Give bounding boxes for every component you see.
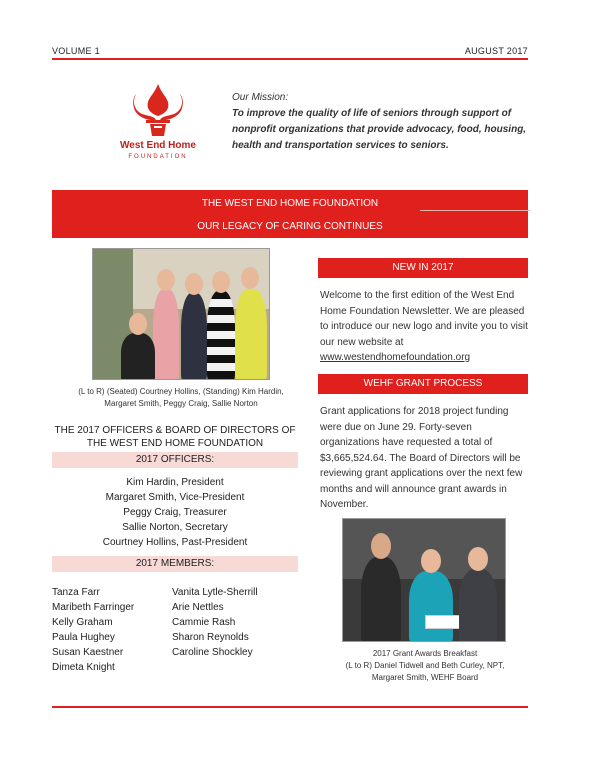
new-in-heading: NEW IN 2017 [318,258,528,278]
officers-heading: THE 2017 OFFICERS & BOARD OF DIRECTORS OF THE WEST END HOME FOUNDATION [54,425,296,449]
grant-breakfast-photo [342,518,506,642]
member-item: Kelly Graham [52,617,113,628]
grant-text: Grant applications for 2018 project funding were due on June 29. Forty-seven organizations have requested a total of $3,665,524.64. The Board of Directors will be reviewing grant applications over the next few months and will announce grant awards in November. [320,406,523,510]
member-item: Susan Kaestner [52,647,124,658]
new-in-body [320,288,530,366]
website-link[interactable]: www.westendhomefoundation.org [320,352,471,363]
officer-item: Courtney Hollins, Past-President [102,537,248,548]
member-item: Caroline Shockley [172,647,253,658]
member-item: Maribeth Farringer [52,602,135,613]
banner-subtitle: OUR LEGACY OF CARING CONTINUES [197,221,383,232]
mission-heading: Our Mission: [232,92,289,103]
officer-item: Sallie Norton, Secretary [122,522,228,533]
officers-photo-caption: (L to R) (Seated) Courtney Hollins, (Standing) Kim Hardin, Margaret Smith, Peggy Craig, Sallie Norton [78,387,284,408]
officer-item: Margaret Smith, Vice-President [105,492,245,503]
member-item: Vanita Lytle-Sherrill [172,587,258,598]
member-item: Dimeta Knight [52,662,115,673]
members-column-1 [52,585,162,675]
grant-heading: WEHF GRANT PROCESS [318,374,528,394]
members-column-2 [172,585,298,660]
logo-name: West End Home [120,140,196,151]
member-item: Sharon Reynolds [172,632,249,643]
footer-rule [52,706,528,708]
banner-title: THE WEST END HOME FOUNDATION [201,198,379,209]
member-item: Paula Hughey [52,632,115,643]
member-item: Tanza Farr [52,587,100,598]
mission-text: To improve the quality of life of seniors through support of nonprofit organizations that provide advocacy, food, housing, health and transportation services to seniors. [232,108,527,151]
members-label: 2017 MEMBERS: [52,556,298,572]
banner-rule [420,210,530,211]
issue-date: AUGUST 2017 [464,46,528,56]
grant-photo-caption-title: 2017 Grant Awards Breakfast [372,649,478,658]
officers-label: 2017 OFFICERS: [52,452,298,468]
logo-subtitle: FOUNDATION [128,154,188,160]
grant-photo-caption-names: (L to R) Daniel Tidwell and Beth Curley, NPT, Margaret Smith, WEHF Board [345,661,505,682]
member-item: Cammie Rash [172,617,236,628]
officer-item: Peggy Craig, Treasurer [123,507,227,518]
grant-photo-caption [330,648,520,684]
volume-label: VOLUME 1 [52,46,100,56]
officers-list [52,475,298,550]
officer-item: Kim Hardin, President [126,477,224,488]
officers-photo [92,248,270,380]
header-rule [52,58,528,60]
member-item: Arie Nettles [172,602,224,613]
new-in-text: Welcome to the first edition of the West End Home Foundation Newsletter. We are pleased to introduce our new logo and invite you to visit our new website at [320,290,528,348]
